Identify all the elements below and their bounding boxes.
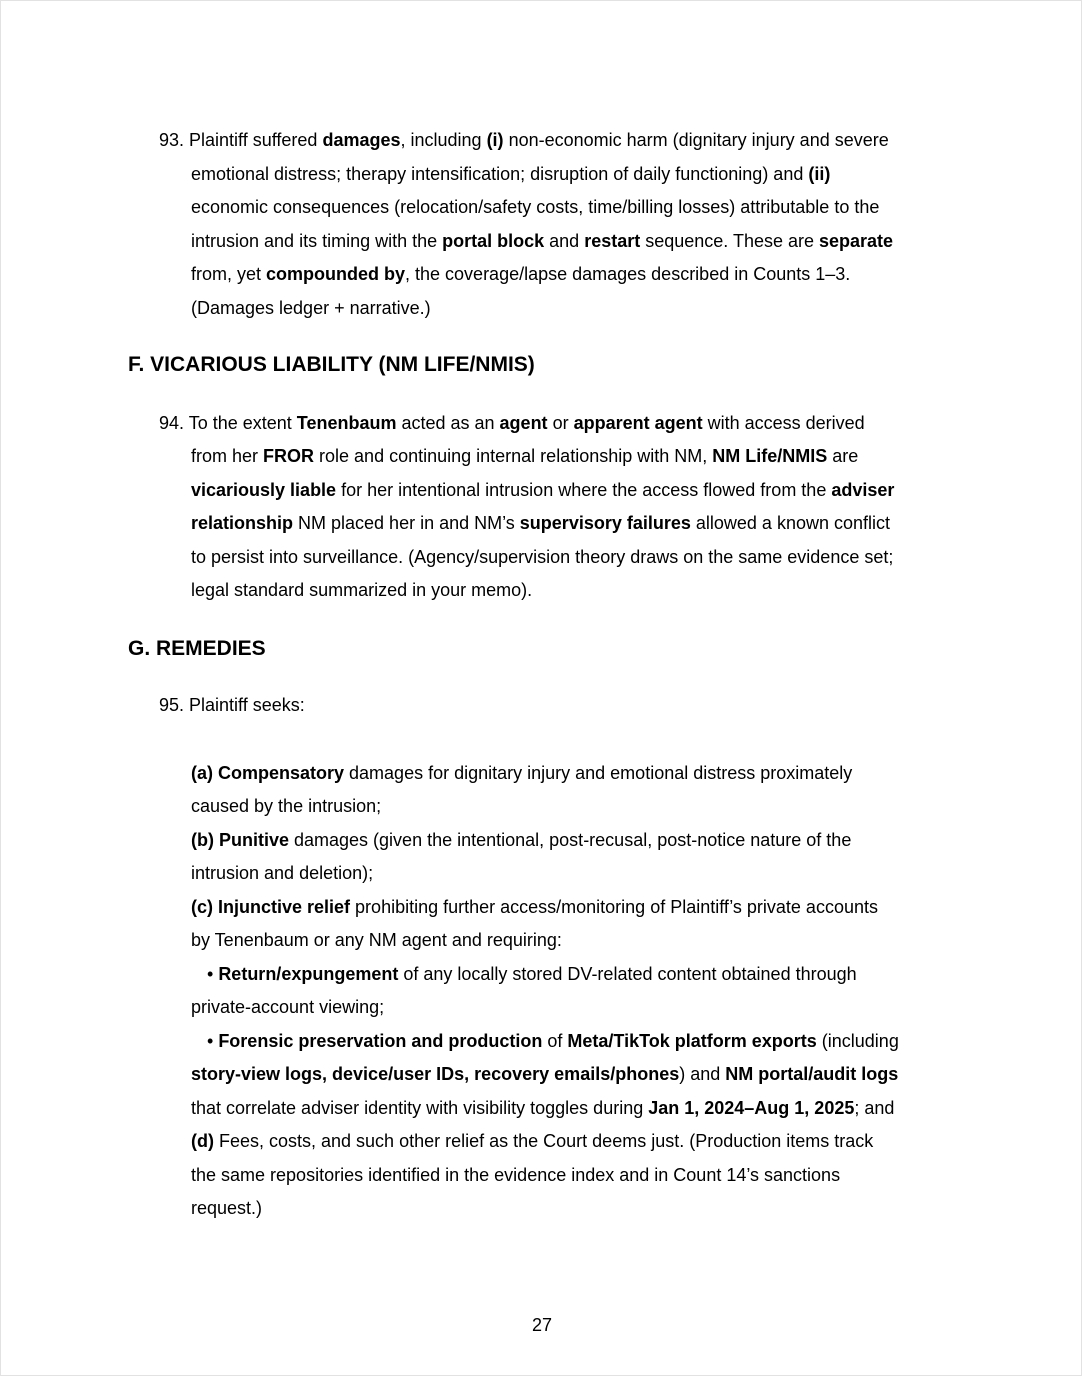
text-line (1, 757, 1082, 791)
text: damages for dignitary injury and emotional distress proximately (344, 762, 853, 783)
text: economic consequences (relocation/safety costs, time/billing losses) attributable to the (191, 197, 880, 217)
text: • (207, 1030, 219, 1051)
bold-text: NM portal/audit logs (725, 1064, 899, 1084)
text-line (1, 891, 1082, 925)
text: sequence. These are (640, 230, 820, 251)
text-line (1, 474, 1082, 508)
bold-text: (b) Punitive (191, 829, 289, 850)
bold-text: Meta/TikTok platform exports (567, 1030, 817, 1051)
text: ) and (679, 1064, 726, 1084)
text: from, yet (191, 264, 267, 284)
text: or (547, 412, 574, 433)
text: damages (given the intentional, post-recusal, post-notice nature of the (289, 829, 852, 850)
bold-text: (ii) (808, 163, 831, 184)
text-line (1, 225, 1082, 259)
text: acted as an (396, 412, 500, 433)
text-line (1, 574, 1082, 608)
text-line (1, 689, 1082, 723)
page-number: 27 (531, 1315, 553, 1335)
text-line (1, 292, 1082, 326)
text: by Tenenbaum or any NM agent and requiring: (191, 930, 562, 950)
bold-text: NM Life/NMIS (712, 446, 828, 466)
text: role and continuing internal relationship with NM, (314, 446, 713, 466)
text-line (1, 507, 1082, 541)
section-heading-g: G. REMEDIES (128, 636, 266, 660)
text: 94. To the extent (159, 412, 297, 433)
bold-text: Jan 1, 2024–Aug 1, 2025 (648, 1097, 855, 1118)
text: , including (400, 130, 487, 150)
text: (including (816, 1030, 899, 1051)
text: for her intentional intrusion where the access flowed from the (336, 479, 832, 500)
text: intrusion and deletion); (191, 863, 374, 883)
text: non-economic harm (dignitary injury and severe (503, 130, 889, 150)
bold-text: (c) Injunctive relief (191, 896, 351, 917)
text: request.) (191, 1198, 263, 1218)
section-heading-f: F. VICARIOUS LIABILITY (NM LIFE/NMIS) (128, 353, 535, 376)
bold-text: apparent agent (573, 412, 703, 433)
bold-text: separate (819, 230, 894, 251)
text: NM placed her in and NM’s (293, 513, 520, 533)
text: the same repositories identified in the evidence index and in Count 14’s sanctions (191, 1164, 841, 1185)
text-line (1, 991, 1082, 1025)
text-line (1, 258, 1082, 292)
bold-text: relationship (191, 513, 294, 533)
bold-text: (i) (486, 130, 504, 150)
text: • (207, 963, 219, 984)
text-line (1, 407, 1082, 441)
text-line (1, 1092, 1082, 1126)
text: , the coverage/lapse damages described in Counts 1–3. (405, 264, 851, 284)
text-line (1, 1125, 1082, 1159)
paragraph-95 (1, 689, 1082, 723)
bold-text: compounded by (266, 264, 406, 284)
text: are (827, 446, 859, 466)
text: Fees, costs, and such other relief as the Court deems just. (Production items track (213, 1131, 874, 1151)
text-line (1, 824, 1082, 858)
text-line (1, 440, 1082, 474)
text: allowed a known conflict (690, 513, 890, 533)
text-line (1, 158, 1082, 192)
bold-text: portal block (442, 230, 545, 251)
text-line (1, 1192, 1082, 1226)
document-body (1, 124, 1082, 1226)
bold-text: restart (584, 230, 641, 251)
text: caused by the intrusion; (191, 796, 382, 816)
text: ; and (854, 1097, 895, 1118)
bold-text: Tenenbaum (296, 412, 397, 433)
text: 93. Plaintiff suffered (159, 130, 323, 150)
bold-text: vicariously liable (191, 479, 337, 500)
bold-text: adviser (831, 479, 895, 500)
text: prohibiting further access/monitoring of Plaintiff’s private accounts (350, 896, 878, 917)
text: of any locally stored DV-related content obtained through (398, 963, 857, 984)
bold-text: (a) Compensatory (191, 762, 345, 783)
text: that correlate adviser identity with visibility toggles during (191, 1097, 649, 1118)
text-line (1, 191, 1082, 225)
text-line (1, 124, 1082, 158)
text: from her (191, 446, 264, 466)
text: with access derived (702, 412, 865, 433)
text-line (1, 924, 1082, 958)
text-line (1, 790, 1082, 824)
text-line (1, 1025, 1082, 1059)
bold-text: (d) (191, 1131, 214, 1151)
text: and (544, 230, 585, 251)
bold-text: FROR (263, 446, 315, 466)
text-line (1, 958, 1082, 992)
bold-text: Return/expungement (218, 963, 399, 984)
text: emotional distress; therapy intensification; disruption of daily functioning) and (191, 163, 809, 184)
text-line (1, 541, 1082, 575)
remedies-list (1, 757, 1082, 1226)
text: legal standard summarized in your memo). (191, 580, 533, 600)
text-line (1, 1058, 1082, 1092)
text: (Damages ledger + narrative.) (191, 297, 431, 318)
text-line (1, 857, 1082, 891)
text: of (542, 1030, 568, 1051)
bold-text: supervisory failures (519, 513, 691, 533)
paragraph-94 (1, 407, 1082, 608)
bold-text: story-view logs, device/user IDs, recovery emails/phones (191, 1064, 680, 1084)
bold-text: agent (499, 412, 548, 433)
text: private-account viewing; (191, 997, 385, 1017)
text: 95. Plaintiff seeks: (159, 695, 305, 715)
text: to persist into surveillance. (Agency/supervision theory draws on the same evidence set; (191, 546, 894, 567)
text-line (1, 1159, 1082, 1193)
bold-text: damages (322, 130, 401, 150)
paragraph-93 (1, 124, 1082, 325)
bold-text: Forensic preservation and production (218, 1030, 543, 1051)
text: intrusion and its timing with the (191, 230, 443, 251)
